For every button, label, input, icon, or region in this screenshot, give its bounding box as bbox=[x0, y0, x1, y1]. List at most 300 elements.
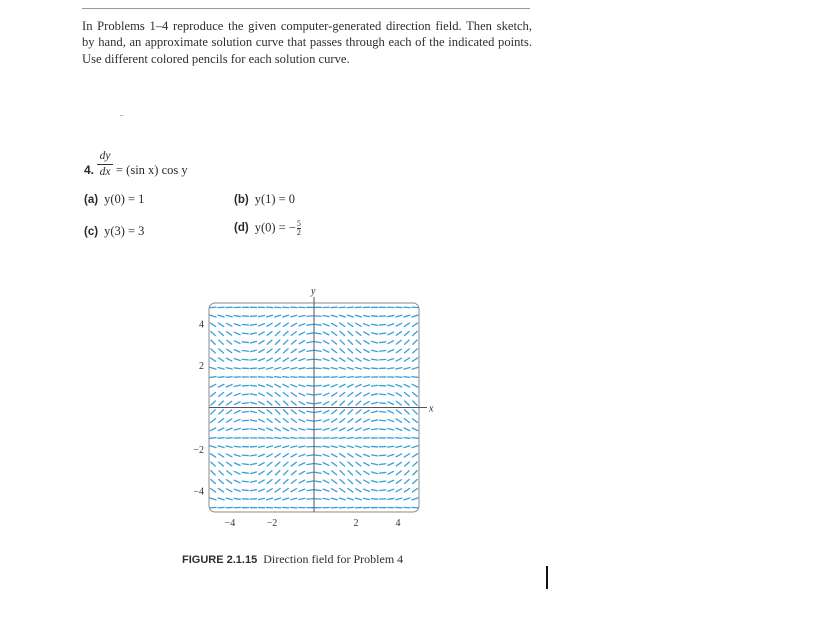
field-segment bbox=[267, 471, 272, 475]
field-segment bbox=[404, 377, 410, 378]
field-segment bbox=[211, 331, 216, 335]
field-segment bbox=[388, 402, 394, 405]
field-segment bbox=[299, 359, 305, 361]
field-segment bbox=[347, 438, 353, 439]
field-segment bbox=[259, 471, 264, 474]
field-segment bbox=[372, 402, 378, 403]
field-segment bbox=[348, 331, 353, 335]
field-segment bbox=[388, 368, 394, 369]
field-segment bbox=[234, 324, 240, 326]
field-segment bbox=[405, 331, 410, 335]
y-tick-label: −2 bbox=[193, 444, 204, 456]
field-segment bbox=[219, 323, 224, 326]
field-segment bbox=[364, 410, 369, 413]
field-segment bbox=[211, 471, 215, 475]
field-segment bbox=[380, 342, 386, 343]
field-segment bbox=[331, 428, 337, 430]
field-segment bbox=[413, 419, 418, 423]
figure-label: FIGURE 2.1.15 bbox=[182, 554, 258, 566]
field-segment bbox=[291, 377, 297, 378]
field-segment bbox=[291, 393, 296, 396]
field-segment bbox=[219, 471, 223, 475]
field-segment bbox=[259, 341, 264, 344]
field-segment bbox=[412, 358, 417, 361]
field-segment bbox=[339, 446, 345, 448]
field-segment bbox=[291, 454, 296, 457]
field-segment bbox=[404, 367, 410, 369]
field-segment bbox=[323, 498, 329, 499]
field-segment bbox=[219, 349, 224, 353]
field-segment bbox=[355, 368, 361, 370]
field-segment bbox=[323, 316, 329, 317]
field-segment bbox=[299, 341, 304, 344]
field-segment bbox=[404, 498, 410, 500]
field-segment bbox=[307, 342, 313, 343]
field-segment bbox=[299, 428, 305, 430]
field-segment bbox=[347, 315, 353, 317]
field-segment bbox=[219, 393, 224, 397]
field-segment bbox=[332, 393, 337, 396]
figure-caption bbox=[182, 552, 403, 567]
field-segment bbox=[412, 454, 417, 457]
field-segment bbox=[331, 438, 337, 439]
field-segment bbox=[283, 428, 289, 431]
field-segment bbox=[356, 358, 361, 361]
field-segment bbox=[227, 401, 232, 405]
field-segment bbox=[363, 446, 369, 447]
field-segment bbox=[388, 341, 394, 344]
field-segment bbox=[340, 471, 344, 475]
field-segment bbox=[356, 349, 361, 353]
field-segment bbox=[372, 490, 378, 491]
field-segment bbox=[396, 385, 402, 387]
field-segment bbox=[299, 454, 305, 456]
field-segment bbox=[405, 462, 410, 466]
field-segment bbox=[226, 315, 232, 317]
field-segment bbox=[404, 315, 410, 317]
field-segment bbox=[347, 498, 353, 500]
field-segment bbox=[388, 350, 394, 353]
field-segment bbox=[299, 402, 304, 405]
field-segment bbox=[348, 323, 353, 326]
field-segment bbox=[412, 315, 418, 317]
field-segment bbox=[339, 438, 345, 439]
field-segment bbox=[388, 419, 394, 421]
field-segment bbox=[372, 359, 378, 360]
x-tick-label: −4 bbox=[224, 518, 236, 529]
field-segment bbox=[315, 359, 321, 360]
field-segment bbox=[347, 446, 353, 448]
field-segment bbox=[210, 454, 215, 457]
field-segment bbox=[396, 393, 401, 396]
field-segment bbox=[339, 384, 345, 387]
field-segment bbox=[218, 315, 224, 317]
field-segment bbox=[388, 446, 394, 447]
field-segment bbox=[372, 394, 378, 395]
field-segment bbox=[234, 454, 240, 456]
field-segment bbox=[226, 358, 232, 361]
field-segment bbox=[226, 446, 232, 447]
field-segment bbox=[219, 331, 224, 335]
field-segment bbox=[372, 324, 378, 325]
field-segment bbox=[380, 394, 386, 395]
field-segment bbox=[315, 481, 321, 482]
field-segment bbox=[267, 358, 272, 361]
field-segment bbox=[396, 410, 401, 414]
field-segment bbox=[259, 489, 265, 491]
field-segment bbox=[242, 472, 248, 473]
field-segment bbox=[372, 481, 378, 482]
field-segment bbox=[250, 420, 256, 421]
field-segment bbox=[234, 393, 240, 395]
field-segment bbox=[307, 464, 313, 465]
field-segment bbox=[210, 384, 216, 387]
field-segment bbox=[226, 489, 231, 492]
field-segment bbox=[340, 323, 345, 326]
field-segment bbox=[340, 410, 345, 414]
field-segment bbox=[275, 377, 281, 378]
field-segment bbox=[210, 377, 216, 378]
field-segment bbox=[283, 377, 289, 378]
field-segment bbox=[291, 428, 297, 430]
field-segment bbox=[283, 393, 288, 397]
field-segment bbox=[227, 393, 232, 396]
field-segment bbox=[339, 367, 345, 369]
field-segment bbox=[388, 359, 394, 361]
field-segment bbox=[211, 349, 216, 353]
field-segment bbox=[283, 367, 289, 369]
field-segment bbox=[413, 479, 418, 483]
field-segment bbox=[363, 368, 369, 369]
field-segment bbox=[405, 401, 410, 405]
field-segment bbox=[380, 420, 386, 421]
field-segment bbox=[332, 332, 337, 336]
part-label: (a) bbox=[84, 194, 99, 206]
field-segment bbox=[275, 340, 279, 344]
field-segment bbox=[307, 420, 313, 421]
field-segment bbox=[299, 316, 305, 317]
field-segment bbox=[323, 393, 329, 396]
field-segment bbox=[372, 463, 378, 464]
field-segment bbox=[380, 411, 386, 412]
field-segment bbox=[266, 377, 272, 378]
field-segment bbox=[372, 341, 378, 343]
field-segment bbox=[413, 462, 418, 466]
field-segment bbox=[340, 358, 345, 361]
field-segment bbox=[218, 384, 224, 387]
field-segment bbox=[348, 349, 353, 353]
field-segment bbox=[299, 480, 305, 483]
field-segment bbox=[412, 446, 418, 448]
field-segment bbox=[412, 488, 417, 491]
field-segment bbox=[234, 316, 240, 317]
field-segment bbox=[250, 499, 256, 500]
field-segment bbox=[364, 402, 369, 405]
field-segment bbox=[242, 464, 248, 465]
field-segment bbox=[210, 446, 216, 448]
field-segment bbox=[242, 411, 248, 412]
field-segment bbox=[226, 454, 232, 457]
field-segment bbox=[315, 464, 321, 465]
field-segment bbox=[372, 411, 378, 412]
field-segment bbox=[323, 446, 329, 447]
field-segment bbox=[291, 340, 296, 344]
field-segment bbox=[258, 498, 264, 499]
field-segment bbox=[404, 419, 409, 423]
field-segment bbox=[259, 324, 265, 326]
field-segment bbox=[210, 428, 216, 431]
field-segment bbox=[396, 377, 402, 378]
derivative-numerator: dy bbox=[99, 150, 111, 162]
part-condition: y(0) = − bbox=[254, 220, 296, 235]
field-segment bbox=[291, 410, 296, 414]
field-segment bbox=[299, 446, 305, 447]
field-segment bbox=[210, 315, 216, 317]
field-segment bbox=[218, 498, 224, 500]
field-segment bbox=[267, 393, 272, 397]
field-segment bbox=[331, 315, 337, 317]
field-segment bbox=[323, 471, 328, 474]
field-segment bbox=[331, 377, 337, 378]
field-segment bbox=[356, 428, 362, 430]
field-segment bbox=[388, 316, 394, 317]
field-segment bbox=[356, 393, 361, 397]
field-segment bbox=[356, 401, 361, 405]
field-segment bbox=[388, 463, 394, 466]
field-segment bbox=[356, 385, 362, 387]
field-segment bbox=[259, 385, 265, 387]
field-segment bbox=[348, 410, 352, 414]
field-segment bbox=[413, 349, 418, 353]
field-segment bbox=[380, 455, 386, 456]
field-segment bbox=[250, 333, 256, 334]
field-segment bbox=[283, 419, 288, 423]
field-segment bbox=[332, 471, 337, 475]
field-segment bbox=[259, 419, 265, 422]
field-segment bbox=[323, 385, 329, 387]
field-segment bbox=[283, 315, 289, 317]
field-segment bbox=[315, 324, 321, 325]
x-axis-label: x bbox=[429, 403, 434, 415]
field-segment bbox=[340, 419, 345, 423]
field-segment bbox=[348, 462, 353, 466]
field-segment bbox=[307, 481, 313, 482]
part-condition: y(1) = 0 bbox=[254, 192, 296, 206]
field-segment bbox=[348, 489, 353, 492]
field-segment bbox=[291, 401, 296, 405]
field-segment bbox=[250, 429, 256, 430]
field-segment bbox=[291, 498, 297, 500]
field-segment bbox=[291, 315, 297, 317]
field-segment bbox=[275, 498, 281, 500]
field-segment bbox=[234, 368, 240, 369]
field-segment bbox=[355, 315, 361, 317]
field-segment bbox=[267, 454, 272, 457]
derivative-denominator: dx bbox=[99, 166, 111, 178]
field-segment bbox=[283, 454, 288, 457]
field-segment bbox=[218, 446, 224, 448]
field-segment bbox=[380, 359, 386, 360]
field-segment bbox=[210, 323, 215, 326]
field-segment bbox=[396, 462, 401, 466]
field-segment bbox=[275, 446, 281, 448]
field-segment bbox=[250, 385, 256, 386]
field-segment bbox=[267, 446, 273, 448]
field-segment bbox=[275, 428, 281, 431]
field-segment bbox=[405, 479, 410, 483]
field-segment bbox=[364, 393, 370, 396]
field-segment bbox=[364, 428, 370, 430]
part-condition: y(3) = 3 bbox=[104, 224, 145, 238]
field-segment bbox=[299, 324, 305, 326]
field-segment bbox=[405, 410, 410, 414]
y-tick-label: 2 bbox=[199, 361, 204, 373]
field-segment bbox=[356, 454, 361, 457]
field-segment bbox=[211, 393, 216, 397]
field-segment bbox=[307, 403, 313, 404]
field-segment bbox=[355, 377, 361, 378]
field-segment bbox=[413, 331, 418, 335]
field-segment bbox=[348, 454, 353, 457]
field-segment bbox=[242, 455, 248, 456]
field-segment bbox=[291, 446, 297, 447]
field-segment bbox=[332, 480, 337, 484]
field-segment bbox=[307, 472, 313, 473]
field-segment bbox=[364, 358, 370, 360]
field-segment bbox=[396, 438, 402, 439]
field-segment bbox=[364, 489, 370, 491]
field-segment bbox=[307, 324, 313, 325]
field-segment bbox=[340, 393, 345, 397]
field-segment bbox=[307, 394, 313, 395]
field-segment bbox=[258, 368, 264, 369]
field-segment bbox=[412, 428, 418, 431]
field-segment bbox=[299, 471, 304, 474]
field-segment bbox=[396, 446, 402, 447]
field-segment bbox=[412, 498, 418, 500]
field-segment bbox=[234, 359, 240, 361]
field-segment bbox=[259, 463, 264, 466]
field-segment bbox=[404, 446, 410, 448]
field-segment bbox=[291, 323, 296, 326]
field-segment bbox=[218, 358, 223, 361]
field-segment bbox=[396, 428, 402, 430]
field-segment bbox=[412, 384, 418, 387]
field-segment bbox=[412, 323, 417, 326]
field-segment bbox=[356, 340, 361, 344]
field-segment bbox=[315, 411, 321, 412]
field-segment bbox=[218, 454, 223, 457]
field-segment bbox=[267, 385, 273, 387]
field-segment bbox=[372, 333, 378, 334]
field-segment bbox=[315, 420, 321, 421]
field-segment bbox=[250, 481, 256, 482]
y-tick-label: −4 bbox=[193, 486, 204, 498]
field-segment bbox=[363, 498, 369, 499]
field-segment bbox=[364, 480, 369, 483]
field-segment bbox=[372, 429, 378, 430]
field-segment bbox=[275, 454, 280, 457]
field-segment bbox=[219, 462, 224, 466]
field-segment bbox=[259, 358, 265, 360]
field-segment bbox=[388, 429, 394, 430]
field-segment bbox=[380, 472, 386, 473]
field-segment bbox=[339, 428, 345, 431]
field-segment bbox=[388, 332, 394, 335]
field-segment bbox=[226, 428, 232, 430]
field-segment bbox=[267, 340, 272, 344]
field-segment bbox=[380, 490, 386, 491]
field-segment bbox=[348, 471, 352, 475]
field-segment bbox=[323, 402, 328, 405]
field-segment bbox=[315, 333, 321, 334]
field-segment bbox=[404, 393, 409, 397]
field-segment bbox=[331, 498, 337, 500]
field-segment bbox=[275, 393, 280, 397]
field-segment bbox=[267, 462, 272, 466]
field-segment bbox=[396, 332, 401, 336]
field-segment bbox=[323, 324, 329, 326]
field-segment bbox=[227, 410, 232, 414]
field-segment bbox=[339, 377, 345, 378]
field-segment bbox=[275, 349, 280, 353]
field-segment bbox=[331, 489, 336, 492]
field-segment bbox=[356, 462, 361, 466]
field-segment bbox=[267, 401, 272, 405]
field-segment bbox=[323, 480, 329, 483]
field-segment bbox=[372, 350, 378, 351]
field-segment bbox=[299, 463, 305, 466]
field-segment bbox=[372, 385, 378, 386]
field-segment bbox=[250, 463, 256, 464]
field-segment bbox=[323, 341, 328, 344]
field-segment bbox=[332, 410, 337, 414]
field-segment bbox=[412, 367, 418, 369]
field-segment bbox=[283, 331, 288, 335]
field-segment bbox=[234, 489, 240, 491]
field-segment bbox=[250, 324, 256, 325]
field-segment bbox=[250, 350, 256, 351]
field-segment bbox=[388, 393, 394, 395]
field-segment bbox=[388, 480, 394, 483]
field-segment bbox=[331, 323, 336, 326]
field-segment bbox=[267, 480, 272, 484]
field-segment bbox=[331, 368, 337, 369]
field-segment bbox=[323, 428, 329, 430]
field-segment bbox=[250, 394, 256, 395]
field-segment bbox=[315, 429, 321, 430]
field-segment bbox=[323, 463, 329, 466]
field-segment bbox=[234, 429, 240, 430]
field-segment bbox=[275, 401, 279, 405]
field-segment bbox=[227, 340, 232, 344]
field-segment bbox=[259, 332, 264, 335]
field-segment bbox=[396, 315, 402, 317]
field-segment bbox=[226, 377, 232, 378]
field-segment bbox=[242, 403, 248, 404]
field-segment bbox=[339, 315, 345, 317]
field-segment bbox=[388, 411, 394, 414]
field-segment bbox=[291, 471, 296, 475]
field-segment bbox=[355, 438, 361, 439]
field-segment bbox=[348, 393, 353, 397]
field-segment bbox=[218, 428, 224, 431]
field-segment bbox=[234, 341, 240, 344]
field-segment bbox=[396, 480, 401, 484]
field-segment bbox=[299, 368, 305, 369]
x-tick-label: 4 bbox=[395, 518, 401, 529]
field-segment bbox=[291, 489, 296, 492]
